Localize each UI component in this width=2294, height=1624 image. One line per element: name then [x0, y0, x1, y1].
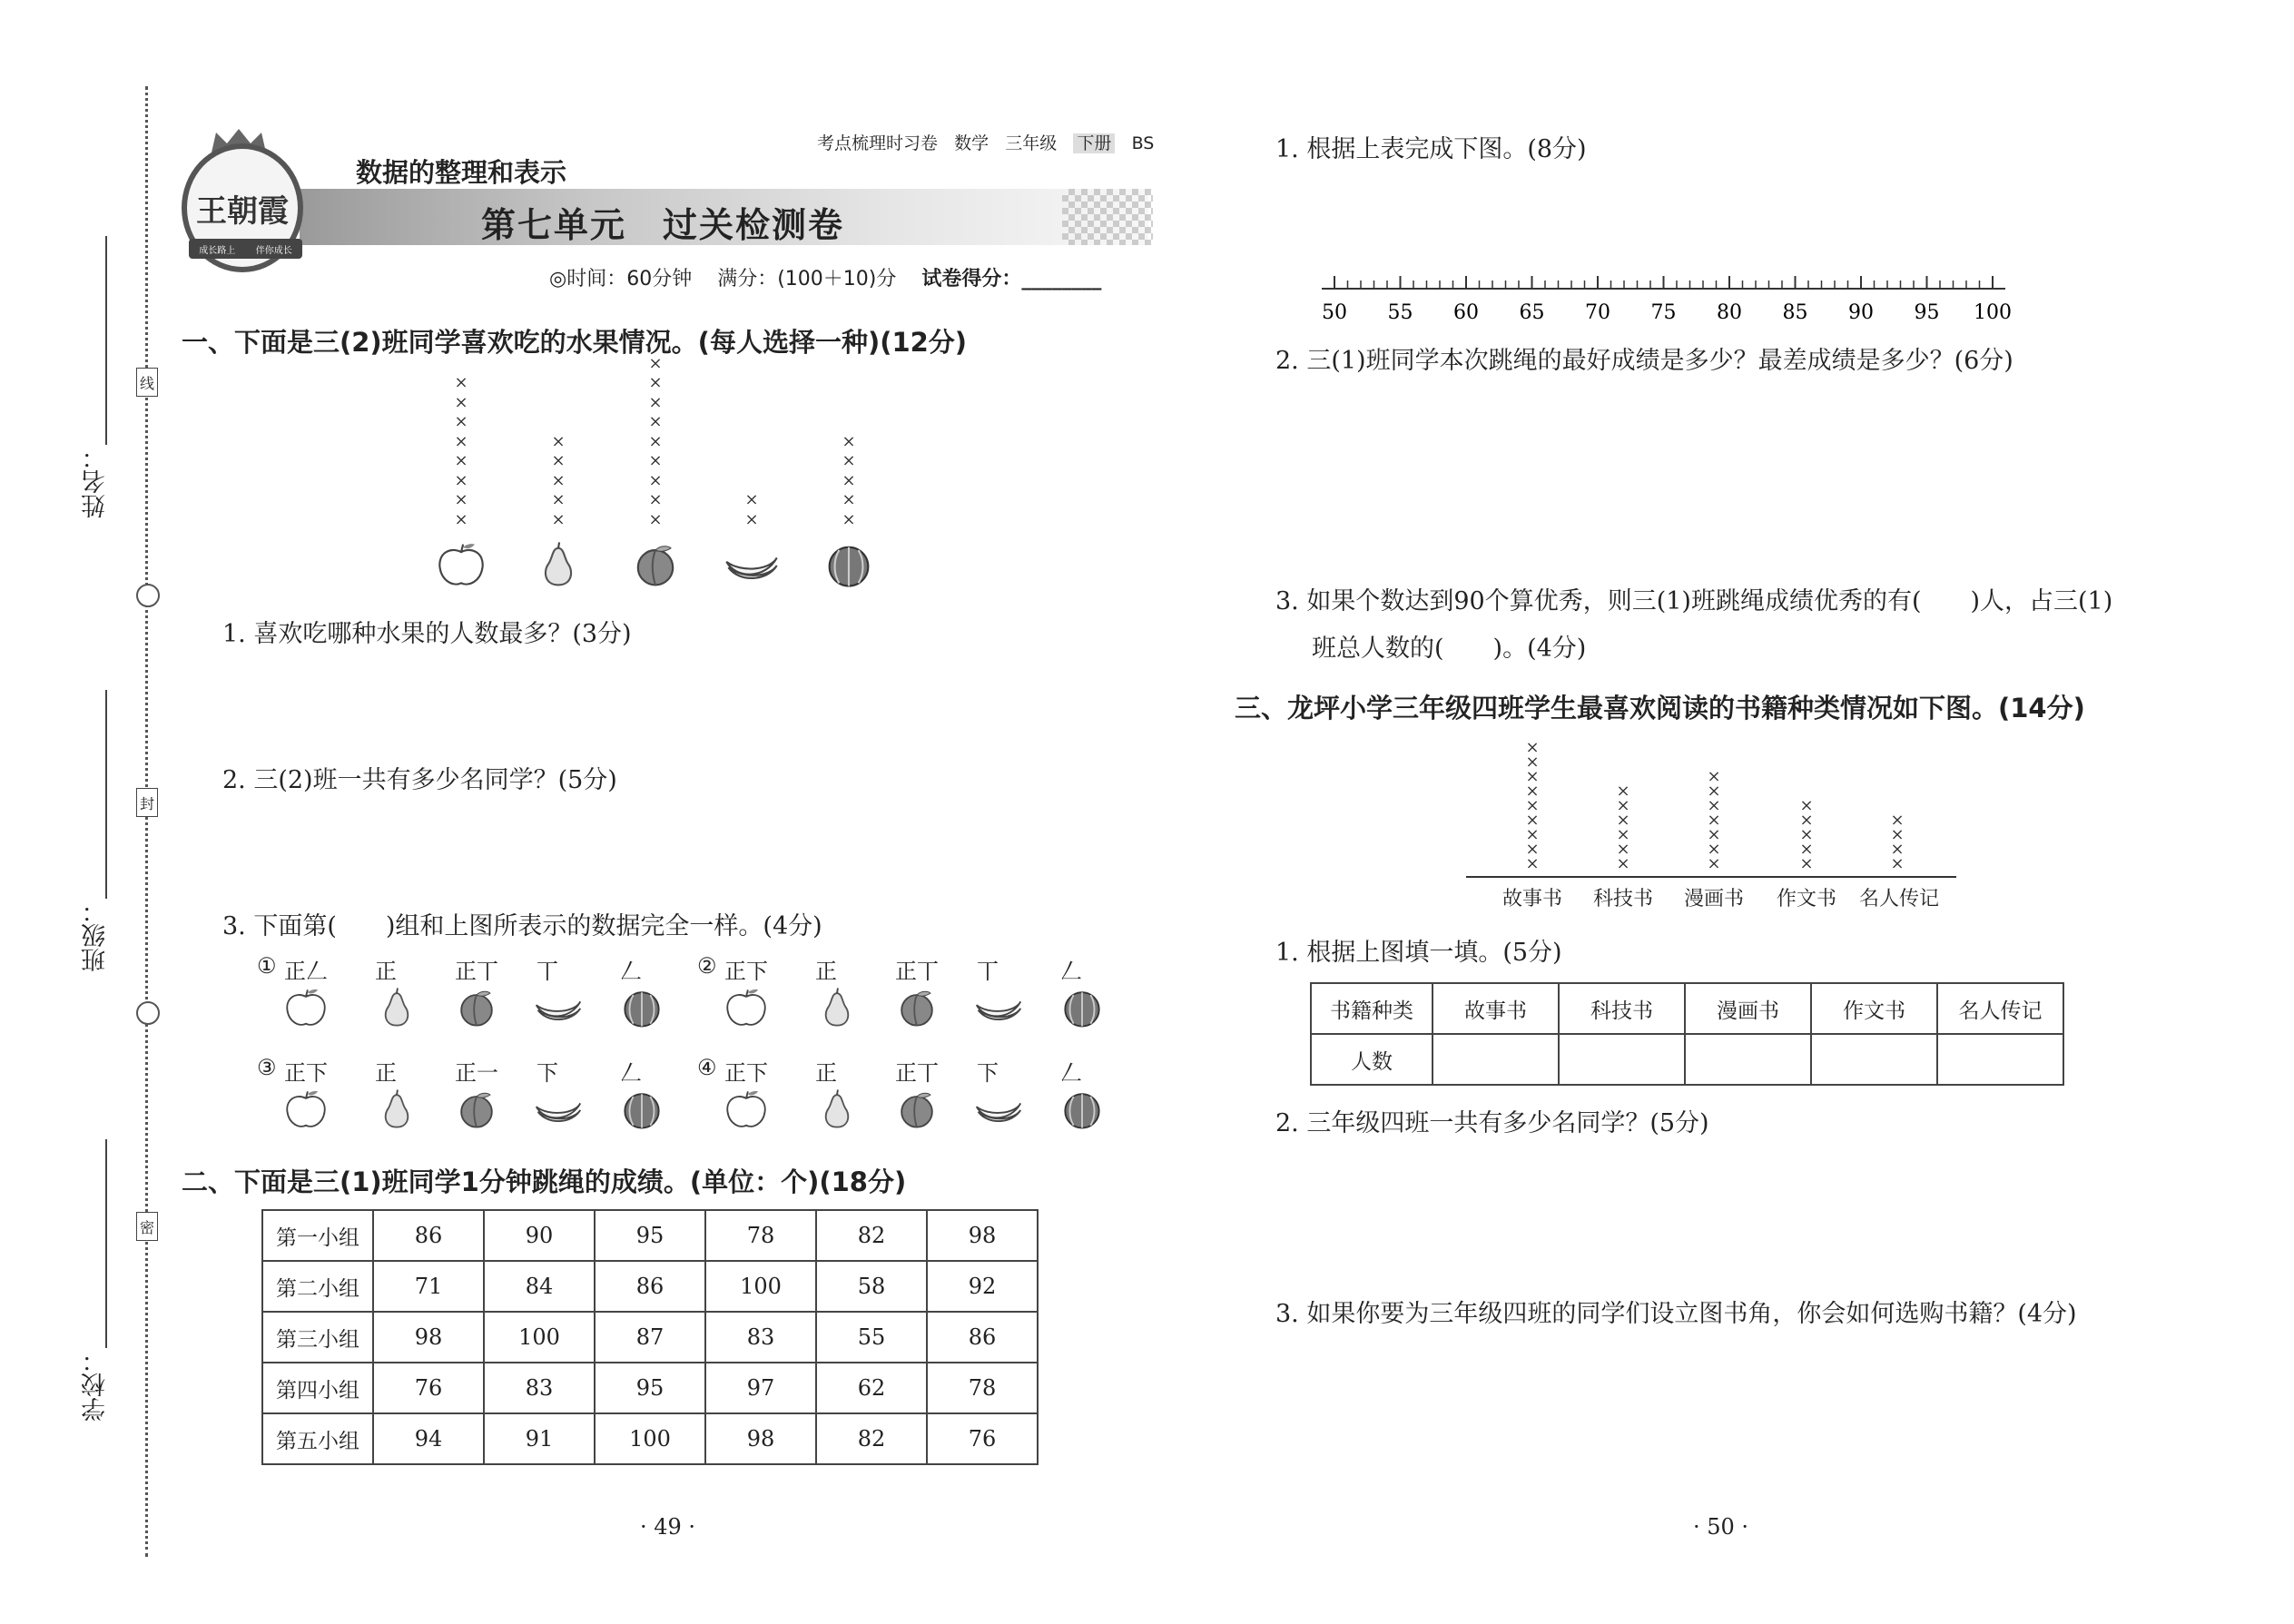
book-count-table	[1310, 982, 2064, 1086]
number-line-label: 75	[1650, 301, 1677, 324]
book-chart-mark: ×	[1525, 811, 1540, 830]
fruit-chart-mark: ×	[648, 392, 663, 412]
book-chart-mark: ×	[1890, 840, 1905, 859]
tally-mark: 下	[537, 1060, 558, 1086]
fruit-chart-mark: ×	[648, 412, 663, 431]
score-cell: 98	[373, 1312, 484, 1363]
pear-icon	[529, 540, 587, 593]
fruit-chart-mark: ×	[842, 509, 856, 529]
binding-mark-dense: 密	[136, 1212, 158, 1241]
tally-mark: 正丅	[455, 959, 498, 984]
book-chart-mark: ×	[1890, 811, 1905, 830]
tally-mark: 𠃋	[1060, 959, 1082, 984]
table-row	[262, 1210, 1038, 1261]
tally-mark: 正	[375, 959, 397, 984]
option-label[interactable]: ①	[257, 953, 277, 979]
fruit-chart-mark: ×	[648, 373, 663, 392]
option-label[interactable]: ②	[697, 953, 717, 979]
table-row	[262, 1312, 1038, 1363]
fruit-chart-mark: ×	[842, 451, 856, 470]
binding-knot-icon	[136, 584, 160, 607]
fruit-chart-mark: ×	[551, 431, 566, 451]
book-category-label: 作文书	[1776, 888, 1836, 910]
tally-mark: 𠃋	[1060, 1060, 1082, 1086]
watermelon-icon	[616, 1088, 667, 1135]
book-chart-mark: ×	[1616, 811, 1630, 830]
answer-cell[interactable]	[1685, 1034, 1811, 1085]
book-table-header: 科技书	[1559, 983, 1685, 1034]
peach-icon	[451, 1088, 502, 1135]
book-table-header: 名人传记	[1937, 983, 2063, 1034]
book-chart-mark: ×	[1799, 854, 1814, 873]
watermelon-icon	[616, 986, 667, 1033]
score-cell: 86	[373, 1210, 484, 1261]
score-cell: 100	[484, 1312, 595, 1363]
book-x-chart	[1471, 731, 1970, 921]
book-chart-mark: ×	[1525, 753, 1540, 772]
score-cell: 71	[373, 1261, 484, 1312]
banana-icon	[533, 1088, 584, 1135]
part2-heading: 二、下面是三(1)班同学1分钟跳绳的成绩。(单位：个)(18分)	[182, 1166, 907, 1197]
book-table-header: 故事书	[1433, 983, 1559, 1034]
banana-icon	[533, 986, 584, 1033]
edition: BS	[1131, 133, 1155, 153]
group-name: 第五小组	[262, 1413, 373, 1464]
fruit-chart-mark: ×	[648, 431, 663, 451]
book-chart-mark: ×	[1799, 825, 1814, 844]
binding-mark-line: 线	[136, 368, 158, 397]
book-chart-mark: ×	[1525, 796, 1540, 815]
part1-question-1: 1. 喜欢吃哪种水果的人数最多？(3分)	[222, 620, 632, 648]
brand-name: 王朝霞	[196, 192, 289, 230]
score-cell: 55	[816, 1312, 927, 1363]
book-chart-mark: ×	[1525, 767, 1540, 786]
peach-icon	[891, 986, 942, 1033]
score-cell: 87	[595, 1312, 705, 1363]
fruit-chart-mark: ×	[648, 509, 663, 529]
fruit-chart-mark: ×	[454, 451, 468, 470]
tally-mark: 正下	[724, 1060, 768, 1086]
banner-checker-pattern	[1062, 189, 1153, 245]
answer-cell[interactable]	[1559, 1034, 1685, 1085]
book-table-header: 书籍种类	[1311, 983, 1433, 1034]
book-chart-mark: ×	[1707, 854, 1721, 873]
tally-mark: 𠃋	[620, 1060, 642, 1086]
number-line-label: 50	[1322, 301, 1347, 324]
book-chart-mark: ×	[1525, 782, 1540, 801]
score-cell: 84	[484, 1261, 595, 1312]
group-name: 第四小组	[262, 1363, 373, 1413]
fruit-chart-mark: ×	[551, 490, 566, 509]
score-cell: 86	[595, 1261, 705, 1312]
watermelon-icon	[1057, 1088, 1108, 1135]
tally-mark: 正	[375, 1060, 397, 1086]
number-line	[1307, 263, 2015, 327]
fruit-chart-mark: ×	[454, 412, 468, 431]
book-chart-mark: ×	[1525, 738, 1540, 757]
page-number-right: · 50 ·	[1693, 1514, 1749, 1540]
score-cell: 76	[373, 1363, 484, 1413]
score-cell: 83	[484, 1363, 595, 1413]
book-chart-mark: ×	[1525, 840, 1540, 859]
volume-badge: 下册	[1073, 133, 1115, 153]
group-name: 第一小组	[262, 1210, 373, 1261]
watermelon-icon	[1057, 986, 1108, 1033]
number-line-label: 90	[1848, 301, 1874, 324]
part3-question-2: 2. 三年级四班一共有多少名同学？(5分)	[1275, 1109, 1709, 1137]
table-header-row	[1311, 983, 2063, 1034]
apple-icon	[281, 1088, 331, 1135]
score-cell: 98	[705, 1413, 816, 1464]
book-chart-axis	[1466, 876, 1956, 878]
score-cell: 91	[484, 1413, 595, 1464]
book-chart-mark: ×	[1616, 825, 1630, 844]
pear-icon	[371, 986, 422, 1033]
tally-mark: 正下	[724, 959, 768, 984]
brand-ribbon	[189, 239, 302, 259]
brand-motto-left: 成长路上	[199, 245, 236, 256]
score-cell: 62	[816, 1363, 927, 1413]
fruit-chart-mark: ×	[648, 490, 663, 509]
book-category-label: 故事书	[1501, 888, 1562, 910]
jump-rope-table	[261, 1209, 1039, 1465]
part1-question-2: 2. 三(2)班一共有多少名同学？(5分)	[222, 766, 617, 794]
fruit-chart-mark: ×	[744, 509, 759, 529]
fruit-chart-mark: ×	[842, 490, 856, 509]
apple-icon	[721, 986, 772, 1033]
number-line-label: 95	[1914, 301, 1940, 324]
score-cell: 98	[927, 1210, 1038, 1261]
school-label: 学校：	[82, 1348, 110, 1422]
book-chart-mark: ×	[1799, 796, 1814, 815]
page-title: 第七单元 过关检测卷	[481, 204, 845, 245]
apple-icon	[721, 1088, 772, 1135]
book-chart-mark: ×	[1707, 840, 1721, 859]
table-row	[1311, 1034, 2063, 1085]
fruit-chart-mark: ×	[454, 392, 468, 412]
brand-motto-right: 伴你成长	[255, 245, 292, 256]
score-cell: 92	[927, 1261, 1038, 1312]
fruit-chart-mark: ×	[648, 451, 663, 470]
part3-question-3: 3. 如果你要为三年级四班的同学们设立图书角，你会如何选购书籍？(4分)	[1275, 1300, 2077, 1328]
book-table-row-label: 人数	[1311, 1034, 1433, 1085]
apple-icon	[281, 986, 331, 1033]
part2-question-1: 1. 根据上表完成下图。(8分)	[1275, 135, 1587, 163]
score-cell: 94	[373, 1413, 484, 1464]
part2-question-3-line2: 班总人数的( )。(4分)	[1312, 635, 1587, 663]
school-underline	[105, 1139, 107, 1348]
option-label[interactable]: ④	[697, 1055, 717, 1080]
name-underline	[105, 236, 107, 445]
fruit-chart-mark: ×	[842, 470, 856, 490]
answer-cell[interactable]	[1433, 1034, 1559, 1085]
class-label: 班级：	[82, 899, 110, 972]
score-cell: 82	[816, 1210, 927, 1261]
book-chart-mark: ×	[1890, 825, 1905, 844]
grade: 三年级	[1005, 133, 1058, 153]
banana-icon	[973, 1088, 1024, 1135]
part1-heading: 一、下面是三(2)班同学喜欢吃的水果情况。(每人选择一种)(12分)	[182, 327, 968, 358]
fruit-chart-mark: ×	[551, 509, 566, 529]
score-cell: 95	[595, 1363, 705, 1413]
pear-icon	[812, 986, 862, 1033]
book-chart-mark: ×	[1616, 796, 1630, 815]
part3-heading: 三、龙坪小学三年级四班学生最喜欢阅读的书籍种类情况如下图。(14分)	[1235, 693, 2085, 723]
page-number-left: · 49 ·	[640, 1514, 696, 1540]
book-chart-mark: ×	[1707, 811, 1721, 830]
book-chart-mark: ×	[1890, 854, 1905, 873]
number-line-label: 85	[1782, 301, 1808, 324]
tally-mark: 正下	[284, 1060, 328, 1086]
book-category-label: 漫画书	[1683, 888, 1744, 910]
number-line-label: 70	[1585, 301, 1610, 324]
exam-time: ◎时间：60分钟	[549, 268, 693, 290]
unit-topic: 数据的整理和表示	[356, 157, 567, 188]
answer-cell[interactable]	[1937, 1034, 2063, 1085]
exam-score-field[interactable]: 试卷得分：________	[921, 268, 1102, 290]
tally-mark: 正	[815, 959, 837, 984]
tally-mark: 𠃋	[620, 959, 642, 984]
fruit-chart-mark: ×	[648, 353, 663, 373]
score-cell: 58	[816, 1261, 927, 1312]
series-name: 考点梳理时习卷	[817, 133, 939, 153]
part2-question-3-line1: 3. 如果个数达到90个算优秀，则三(1)班跳绳成绩优秀的有( )人，占三(1)	[1275, 587, 2113, 615]
number-line-label: 80	[1717, 301, 1742, 324]
score-cell: 97	[705, 1363, 816, 1413]
pear-icon	[371, 1088, 422, 1135]
score-cell: 78	[927, 1363, 1038, 1413]
tally-mark: 正	[815, 1060, 837, 1086]
exam-full-score: 满分：(100＋10)分	[717, 268, 897, 290]
banana-icon	[973, 986, 1024, 1033]
pear-icon	[812, 1088, 862, 1135]
book-chart-mark: ×	[1525, 825, 1540, 844]
tally-mark: 正一	[455, 1060, 498, 1086]
number-line-label: 65	[1519, 301, 1545, 324]
book-chart-mark: ×	[1707, 767, 1721, 786]
book-category-label: 科技书	[1592, 888, 1653, 910]
book-chart-mark: ×	[1707, 796, 1721, 815]
exam-meta	[549, 263, 1101, 291]
table-row	[262, 1363, 1038, 1413]
banana-icon	[723, 540, 781, 593]
part2-question-2: 2. 三(1)班同学本次跳绳的最好成绩是多少？最差成绩是多少？(6分)	[1275, 347, 2013, 375]
book-chart-mark: ×	[1616, 854, 1630, 873]
fruit-chart-mark: ×	[744, 490, 759, 509]
score-cell: 83	[705, 1312, 816, 1363]
book-chart-mark: ×	[1707, 825, 1721, 844]
tally-mark: 下	[977, 1060, 999, 1086]
book-category-label: 名人传记	[1859, 888, 1940, 910]
score-cell: 95	[595, 1210, 705, 1261]
score-cell: 100	[705, 1261, 816, 1312]
fruit-chart-mark: ×	[648, 470, 663, 490]
book-chart-mark: ×	[1525, 854, 1540, 873]
fruit-chart-mark: ×	[454, 431, 468, 451]
tally-mark: 正丅	[895, 959, 939, 984]
fruit-chart-mark: ×	[551, 451, 566, 470]
fruit-chart-mark: ×	[454, 509, 468, 529]
group-name: 第二小组	[262, 1261, 373, 1312]
part1-question-3: 3. 下面第( )组和上图所表示的数据完全一样。(4分)	[222, 912, 822, 940]
book-chart-mark: ×	[1799, 811, 1814, 830]
score-cell: 86	[927, 1312, 1038, 1363]
tally-mark: 丅	[537, 959, 558, 984]
book-table-header: 作文书	[1811, 983, 1937, 1034]
score-cell: 90	[484, 1210, 595, 1261]
fruit-x-chart	[427, 353, 917, 604]
peach-icon	[891, 1088, 942, 1135]
score-cell: 78	[705, 1210, 816, 1261]
answer-cell[interactable]	[1811, 1034, 1937, 1085]
watermelon-icon	[820, 540, 878, 593]
table-row	[262, 1413, 1038, 1464]
option-label[interactable]: ③	[257, 1055, 277, 1080]
group-name: 第三小组	[262, 1312, 373, 1363]
part3-question-1: 1. 根据上图填一填。(5分)	[1275, 939, 1562, 967]
fruit-chart-mark: ×	[454, 490, 468, 509]
peach-icon	[626, 540, 684, 593]
score-cell: 82	[816, 1413, 927, 1464]
book-chart-mark: ×	[1616, 782, 1630, 801]
table-row	[262, 1261, 1038, 1312]
number-line-label: 60	[1453, 301, 1479, 324]
fruit-chart-mark: ×	[454, 470, 468, 490]
tally-mark: 正丅	[895, 1060, 939, 1086]
number-line-label: 55	[1387, 301, 1413, 324]
binding-mark-seal: 封	[136, 788, 158, 817]
fruit-chart-mark: ×	[454, 373, 468, 392]
subject: 数学	[954, 133, 989, 153]
series-info	[817, 130, 1154, 154]
peach-icon	[451, 986, 502, 1033]
fruit-chart-mark: ×	[842, 431, 856, 451]
score-cell: 76	[927, 1413, 1038, 1464]
number-line-label: 100	[1974, 301, 2012, 324]
book-table-header: 漫画书	[1685, 983, 1811, 1034]
binding-dotted-line	[145, 86, 148, 1557]
book-chart-mark: ×	[1616, 840, 1630, 859]
apple-icon	[432, 540, 490, 593]
book-chart-mark: ×	[1707, 782, 1721, 801]
class-underline	[105, 690, 107, 899]
score-cell: 100	[595, 1413, 705, 1464]
book-chart-mark: ×	[1799, 840, 1814, 859]
tally-mark: 正𠃋	[284, 959, 328, 984]
fruit-chart-mark: ×	[551, 470, 566, 490]
tally-mark: 丅	[977, 959, 999, 984]
binding-knot-icon	[136, 1001, 160, 1025]
name-label: 姓名：	[82, 445, 110, 518]
